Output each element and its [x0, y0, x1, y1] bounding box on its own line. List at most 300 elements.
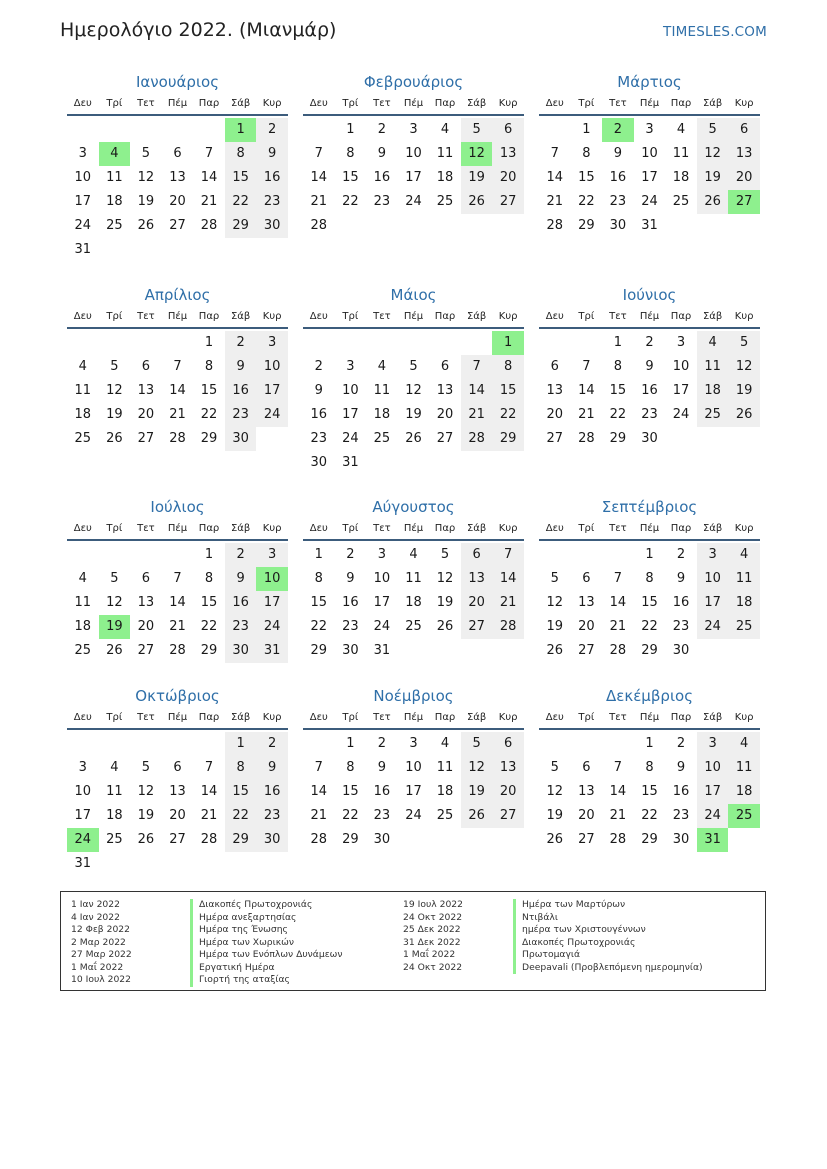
day-cell: 10 [373, 571, 391, 586]
day-cell: 30 [256, 828, 288, 852]
day-cell: 8 [582, 146, 591, 161]
holiday-day-cell: 19 [99, 615, 131, 639]
weekday-label: Κυρ [498, 311, 518, 322]
day-cell: 26 [697, 190, 729, 214]
day-cell: 3 [256, 331, 288, 355]
day-cell: 1 [613, 335, 623, 350]
day-cell: 3 [676, 335, 686, 350]
day-cell: 8 [204, 571, 214, 586]
legend-entry: 24 Οκτ 2022 [403, 911, 463, 923]
day-cell: 21 [169, 619, 186, 634]
weekday-label: Τετ [137, 712, 155, 723]
month-7 [67, 495, 288, 663]
day-cell: 2 [377, 736, 387, 751]
weekday-label: Πέμ [167, 98, 188, 109]
weekday-label: Παρ [198, 311, 220, 322]
month-name: Σεπτέμβριος [601, 498, 698, 516]
day-cell: 6 [492, 732, 524, 756]
day-cell: 20 [546, 407, 564, 422]
weekday-label: Σάβ [702, 98, 723, 109]
day-cell: 20 [728, 166, 760, 190]
day-cell: 29 [225, 828, 257, 852]
legend-entry: Ημέρα των Ενόπλων Δυνάμεων [199, 949, 343, 960]
legend-entry: 10 Ιουλ 2022 [71, 974, 131, 985]
day-cell: 25 [373, 431, 391, 446]
empty-day-cell [130, 118, 162, 142]
weekday-label: Παρ [198, 712, 220, 723]
day-cell: 5 [141, 146, 151, 161]
empty-day-cell [303, 331, 335, 355]
days-grid [67, 732, 288, 876]
weekday-label: Παρ [670, 523, 692, 534]
day-cell: 5 [697, 118, 729, 142]
day-cell: 12 [436, 571, 454, 586]
day-cell: 26 [461, 804, 493, 828]
month-name: Οκτώβριος [135, 687, 220, 705]
holiday-day-cell: 25 [728, 804, 760, 828]
weekday-header [539, 94, 760, 116]
day-cell: 10 [405, 146, 422, 161]
day-cell: 21 [578, 407, 595, 422]
weekday-label: Κυρ [262, 98, 282, 109]
day-cell: 31 [74, 242, 92, 257]
day-cell: 23 [641, 407, 658, 422]
day-cell: 26 [436, 619, 454, 634]
day-cell: 8 [346, 146, 355, 161]
weekday-label: Τετ [137, 311, 155, 322]
day-cell: 20 [461, 591, 493, 615]
day-cell: 11 [74, 595, 92, 610]
day-cell: 11 [405, 571, 422, 586]
legend-entry: 1 Ιαν 2022 [71, 899, 120, 910]
holiday-day-cell: 31 [697, 828, 729, 852]
day-cell: 5 [110, 359, 119, 374]
empty-day-cell [429, 331, 461, 355]
day-cell: 31 [256, 639, 288, 663]
day-cell: 21 [310, 808, 328, 823]
day-cell: 4 [377, 359, 387, 374]
legend-entry: Ημέρα της Ένωσης [199, 924, 288, 935]
day-cell: 5 [461, 118, 493, 142]
days-grid [67, 118, 288, 262]
day-cell: 9 [377, 146, 387, 161]
legend-entry: 31 Δεκ 2022 [403, 936, 461, 948]
empty-day-cell [130, 543, 162, 567]
day-cell: 30 [225, 427, 257, 451]
day-cell: 18 [728, 780, 760, 804]
day-cell: 3 [697, 732, 729, 756]
weekday-header [303, 708, 524, 730]
weekday-header [67, 94, 288, 116]
brand-logo[interactable]: TIMESLES.COM [663, 24, 767, 40]
day-cell: 29 [200, 431, 218, 446]
day-cell: 12 [697, 142, 729, 166]
day-cell: 23 [609, 194, 627, 209]
empty-day-cell [366, 331, 398, 355]
day-cell: 11 [74, 383, 92, 398]
day-cell: 8 [314, 571, 323, 586]
day-cell: 9 [676, 571, 686, 586]
empty-day-cell [539, 331, 571, 355]
weekday-label: Τρί [106, 311, 123, 322]
day-cell: 6 [582, 571, 591, 586]
day-cell: 6 [461, 543, 493, 567]
day-cell: 10 [697, 756, 729, 780]
weekday-header [303, 307, 524, 329]
day-cell: 14 [492, 567, 524, 591]
day-cell: 23 [373, 808, 391, 823]
day-cell: 27 [578, 832, 595, 847]
day-cell: 8 [204, 359, 214, 374]
weekday-label: Τετ [373, 98, 391, 109]
day-cell: 21 [169, 407, 186, 422]
legend-entry: ημέρα των Χριστουγέννων [522, 924, 646, 935]
empty-day-cell [461, 331, 493, 355]
empty-day-cell [130, 331, 162, 355]
day-cell: 16 [672, 784, 690, 799]
day-cell: 3 [645, 122, 654, 137]
day-cell: 18 [74, 407, 92, 422]
day-cell: 24 [672, 407, 690, 422]
empty-day-cell [99, 331, 131, 355]
month-9 [539, 495, 760, 663]
day-cell: 24 [256, 403, 288, 427]
day-cell: 8 [225, 142, 257, 166]
weekday-header [67, 708, 288, 730]
day-cell: 16 [256, 166, 288, 190]
day-cell: 26 [106, 431, 123, 446]
day-cell: 15 [492, 379, 524, 403]
day-cell: 13 [578, 784, 595, 799]
day-cell: 5 [440, 547, 450, 562]
day-cell: 9 [225, 355, 257, 379]
day-cell: 29 [641, 643, 658, 658]
month-12 [539, 684, 760, 852]
day-cell: 24 [373, 619, 391, 634]
empty-day-cell [162, 331, 194, 355]
day-cell: 28 [461, 427, 493, 451]
day-cell: 11 [436, 760, 454, 775]
empty-day-cell [67, 543, 99, 567]
empty-day-cell [162, 543, 194, 567]
days-grid [303, 732, 524, 852]
day-cell: 23 [256, 804, 288, 828]
day-cell: 7 [492, 543, 524, 567]
day-cell: 13 [546, 383, 564, 398]
weekday-header [303, 94, 524, 116]
legend-entry: 27 Μαρ 2022 [71, 949, 132, 960]
day-cell: 17 [256, 379, 288, 403]
day-cell: 29 [492, 427, 524, 451]
day-cell: 30 [641, 431, 658, 446]
empty-day-cell [99, 732, 131, 756]
holiday-day-cell: 1 [225, 118, 257, 142]
day-cell: 27 [578, 643, 595, 658]
weekday-label: Δευ [545, 523, 564, 534]
day-cell: 17 [373, 595, 391, 610]
empty-day-cell [303, 118, 335, 142]
weekday-label: Τετ [373, 311, 391, 322]
day-cell: 25 [436, 194, 454, 209]
weekday-label: Πέμ [639, 98, 660, 109]
weekday-label: Πέμ [639, 712, 660, 723]
day-cell: 3 [78, 760, 87, 775]
weekday-label: Παρ [670, 311, 692, 322]
legend-entry: Διακοπές Πρωτοχρονιάς [199, 899, 313, 910]
day-cell: 6 [141, 359, 151, 374]
weekday-label: Παρ [198, 98, 220, 109]
day-cell: 18 [106, 194, 123, 209]
month-name: Ιούλιος [150, 498, 205, 516]
day-cell: 31 [373, 643, 391, 658]
page-title: Ημερολόγιο 2022. (Μιανμάρ) [60, 19, 337, 41]
day-cell: 15 [225, 780, 257, 804]
weekday-label: Τρί [578, 98, 595, 109]
empty-day-cell [162, 732, 194, 756]
day-cell: 12 [728, 355, 760, 379]
day-cell: 19 [697, 166, 729, 190]
weekday-label: Παρ [434, 311, 456, 322]
day-cell: 27 [137, 643, 155, 658]
day-cell: 9 [314, 383, 323, 398]
day-cell: 23 [225, 615, 257, 639]
legend-entry: 12 Φεβ 2022 [71, 924, 130, 935]
day-cell: 5 [728, 331, 760, 355]
day-cell: 7 [314, 146, 323, 161]
month-name: Φεβρουάριος [363, 73, 464, 91]
day-cell: 22 [578, 194, 595, 209]
day-cell: 15 [641, 595, 658, 610]
day-cell: 21 [461, 403, 493, 427]
weekday-label: Κυρ [734, 311, 754, 322]
day-cell: 4 [676, 122, 686, 137]
day-cell: 2 [676, 547, 686, 562]
day-cell: 16 [225, 591, 257, 615]
day-cell: 17 [697, 780, 729, 804]
weekday-label: Παρ [434, 712, 456, 723]
day-cell: 11 [728, 567, 760, 591]
day-cell: 24 [697, 615, 729, 639]
weekday-label: Δευ [309, 311, 328, 322]
day-cell: 18 [436, 784, 454, 799]
days-grid [303, 331, 524, 475]
day-cell: 16 [256, 780, 288, 804]
month-11 [303, 684, 524, 852]
empty-day-cell [571, 543, 603, 567]
legend-names-col-1 [199, 899, 343, 987]
day-cell: 18 [106, 808, 123, 823]
legend-bar-2 [513, 899, 516, 974]
day-cell: 10 [697, 567, 729, 591]
day-cell: 18 [405, 595, 422, 610]
day-cell: 7 [173, 359, 182, 374]
weekday-label: Παρ [670, 98, 692, 109]
day-cell: 1 [204, 547, 214, 562]
weekday-label: Τετ [609, 712, 627, 723]
day-cell: 16 [373, 784, 391, 799]
day-cell: 20 [137, 619, 155, 634]
day-cell: 6 [173, 146, 182, 161]
month-name: Ιούνιος [622, 286, 677, 304]
day-cell: 10 [342, 383, 359, 398]
day-cell: 3 [346, 359, 355, 374]
day-cell: 20 [169, 808, 186, 823]
day-cell: 30 [373, 832, 391, 847]
day-cell: 12 [137, 170, 155, 185]
month-6 [539, 283, 760, 451]
day-cell: 14 [310, 170, 328, 185]
weekday-label: Τετ [373, 523, 391, 534]
legend-dates-col-2 [403, 899, 463, 974]
day-cell: 17 [74, 194, 92, 209]
legend-entry: 4 Ιαν 2022 [71, 911, 120, 923]
day-cell: 29 [342, 832, 359, 847]
weekday-label: Κυρ [262, 712, 282, 723]
holiday-day-cell: 4 [99, 142, 131, 166]
day-cell: 4 [697, 331, 729, 355]
day-cell: 28 [169, 431, 186, 446]
empty-day-cell [398, 331, 430, 355]
day-cell: 3 [377, 547, 387, 562]
legend-entry: 1 Μαΐ 2022 [71, 961, 124, 973]
holiday-day-cell: 12 [461, 142, 493, 166]
day-cell: 20 [137, 407, 155, 422]
day-cell: 1 [204, 335, 214, 350]
day-cell: 7 [582, 359, 591, 374]
day-cell: 1 [225, 732, 257, 756]
weekday-label: Τετ [137, 98, 155, 109]
day-cell: 21 [200, 194, 218, 209]
day-cell: 20 [436, 407, 454, 422]
holiday-day-cell: 2 [602, 118, 634, 142]
day-cell: 2 [377, 122, 387, 137]
day-cell: 16 [342, 595, 359, 610]
empty-day-cell [539, 732, 571, 756]
weekday-label: Δευ [545, 311, 564, 322]
day-cell: 21 [200, 808, 218, 823]
day-cell: 6 [728, 118, 760, 142]
day-cell: 9 [613, 146, 623, 161]
day-cell: 13 [169, 170, 186, 185]
day-cell: 28 [310, 218, 328, 233]
month-1 [67, 70, 288, 262]
day-cell: 22 [225, 804, 257, 828]
holiday-day-cell: 1 [492, 331, 524, 355]
day-cell: 19 [436, 595, 454, 610]
day-cell: 19 [137, 194, 155, 209]
empty-day-cell [571, 732, 603, 756]
day-cell: 13 [137, 595, 155, 610]
days-grid [539, 331, 760, 451]
day-cell: 1 [645, 736, 654, 751]
day-cell: 28 [169, 643, 186, 658]
empty-day-cell [602, 543, 634, 567]
day-cell: 8 [492, 355, 524, 379]
day-cell: 22 [225, 190, 257, 214]
day-cell: 2 [314, 359, 323, 374]
day-cell: 26 [546, 643, 564, 658]
weekday-label: Κυρ [498, 98, 518, 109]
empty-day-cell [602, 732, 634, 756]
day-cell: 13 [461, 567, 493, 591]
weekday-label: Κυρ [262, 523, 282, 534]
day-cell: 15 [578, 170, 595, 185]
day-cell: 4 [78, 571, 87, 586]
day-cell: 13 [728, 142, 760, 166]
day-cell: 7 [550, 146, 559, 161]
day-cell: 6 [550, 359, 559, 374]
weekday-label: Δευ [309, 98, 328, 109]
day-cell: 18 [74, 619, 92, 634]
weekday-label: Δευ [73, 712, 92, 723]
day-cell: 14 [609, 784, 627, 799]
day-cell: 3 [78, 146, 87, 161]
weekday-label: Δευ [73, 311, 92, 322]
day-cell: 3 [409, 736, 418, 751]
day-cell: 18 [373, 407, 391, 422]
weekday-label: Τετ [137, 523, 155, 534]
day-cell: 1 [346, 736, 355, 751]
day-cell: 25 [74, 643, 92, 658]
day-cell: 9 [676, 760, 686, 775]
weekday-label: Τρί [342, 98, 359, 109]
day-cell: 5 [409, 359, 418, 374]
weekday-label: Σάβ [702, 712, 723, 723]
weekday-label: Σάβ [702, 311, 723, 322]
weekday-label: Πέμ [403, 523, 424, 534]
day-cell: 24 [256, 615, 288, 639]
day-cell: 10 [641, 146, 658, 161]
day-cell: 10 [74, 784, 92, 799]
weekday-label: Κυρ [262, 311, 282, 322]
day-cell: 14 [546, 170, 564, 185]
day-cell: 16 [672, 595, 690, 610]
day-cell: 30 [225, 639, 257, 663]
month-name: Νοέμβριος [373, 687, 454, 705]
day-cell: 22 [342, 194, 359, 209]
legend-bar-1 [190, 899, 193, 987]
day-cell: 2 [346, 547, 355, 562]
month-name: Μάιος [390, 286, 437, 304]
day-cell: 28 [546, 218, 564, 233]
day-cell: 1 [314, 547, 323, 562]
day-cell: 16 [609, 170, 627, 185]
day-cell: 11 [373, 383, 391, 398]
day-cell: 13 [492, 142, 524, 166]
day-cell: 31 [342, 455, 359, 470]
empty-day-cell [99, 543, 131, 567]
weekday-label: Σάβ [230, 523, 251, 534]
day-cell: 13 [492, 756, 524, 780]
day-cell: 1 [346, 122, 355, 137]
weekday-label: Τρί [578, 311, 595, 322]
day-cell: 1 [645, 547, 654, 562]
day-cell: 20 [492, 780, 524, 804]
day-cell: 17 [256, 591, 288, 615]
day-cell: 13 [137, 383, 155, 398]
days-grid [67, 331, 288, 451]
day-cell: 10 [74, 170, 92, 185]
day-cell: 7 [613, 571, 623, 586]
day-cell: 2 [256, 732, 288, 756]
day-cell: 9 [225, 567, 257, 591]
day-cell: 19 [728, 379, 760, 403]
day-cell: 23 [256, 190, 288, 214]
legend-entry: Διακοπές Πρωτοχρονιάς [522, 936, 636, 948]
day-cell: 17 [405, 784, 422, 799]
empty-day-cell [193, 118, 225, 142]
weekday-label: Τρί [342, 523, 359, 534]
